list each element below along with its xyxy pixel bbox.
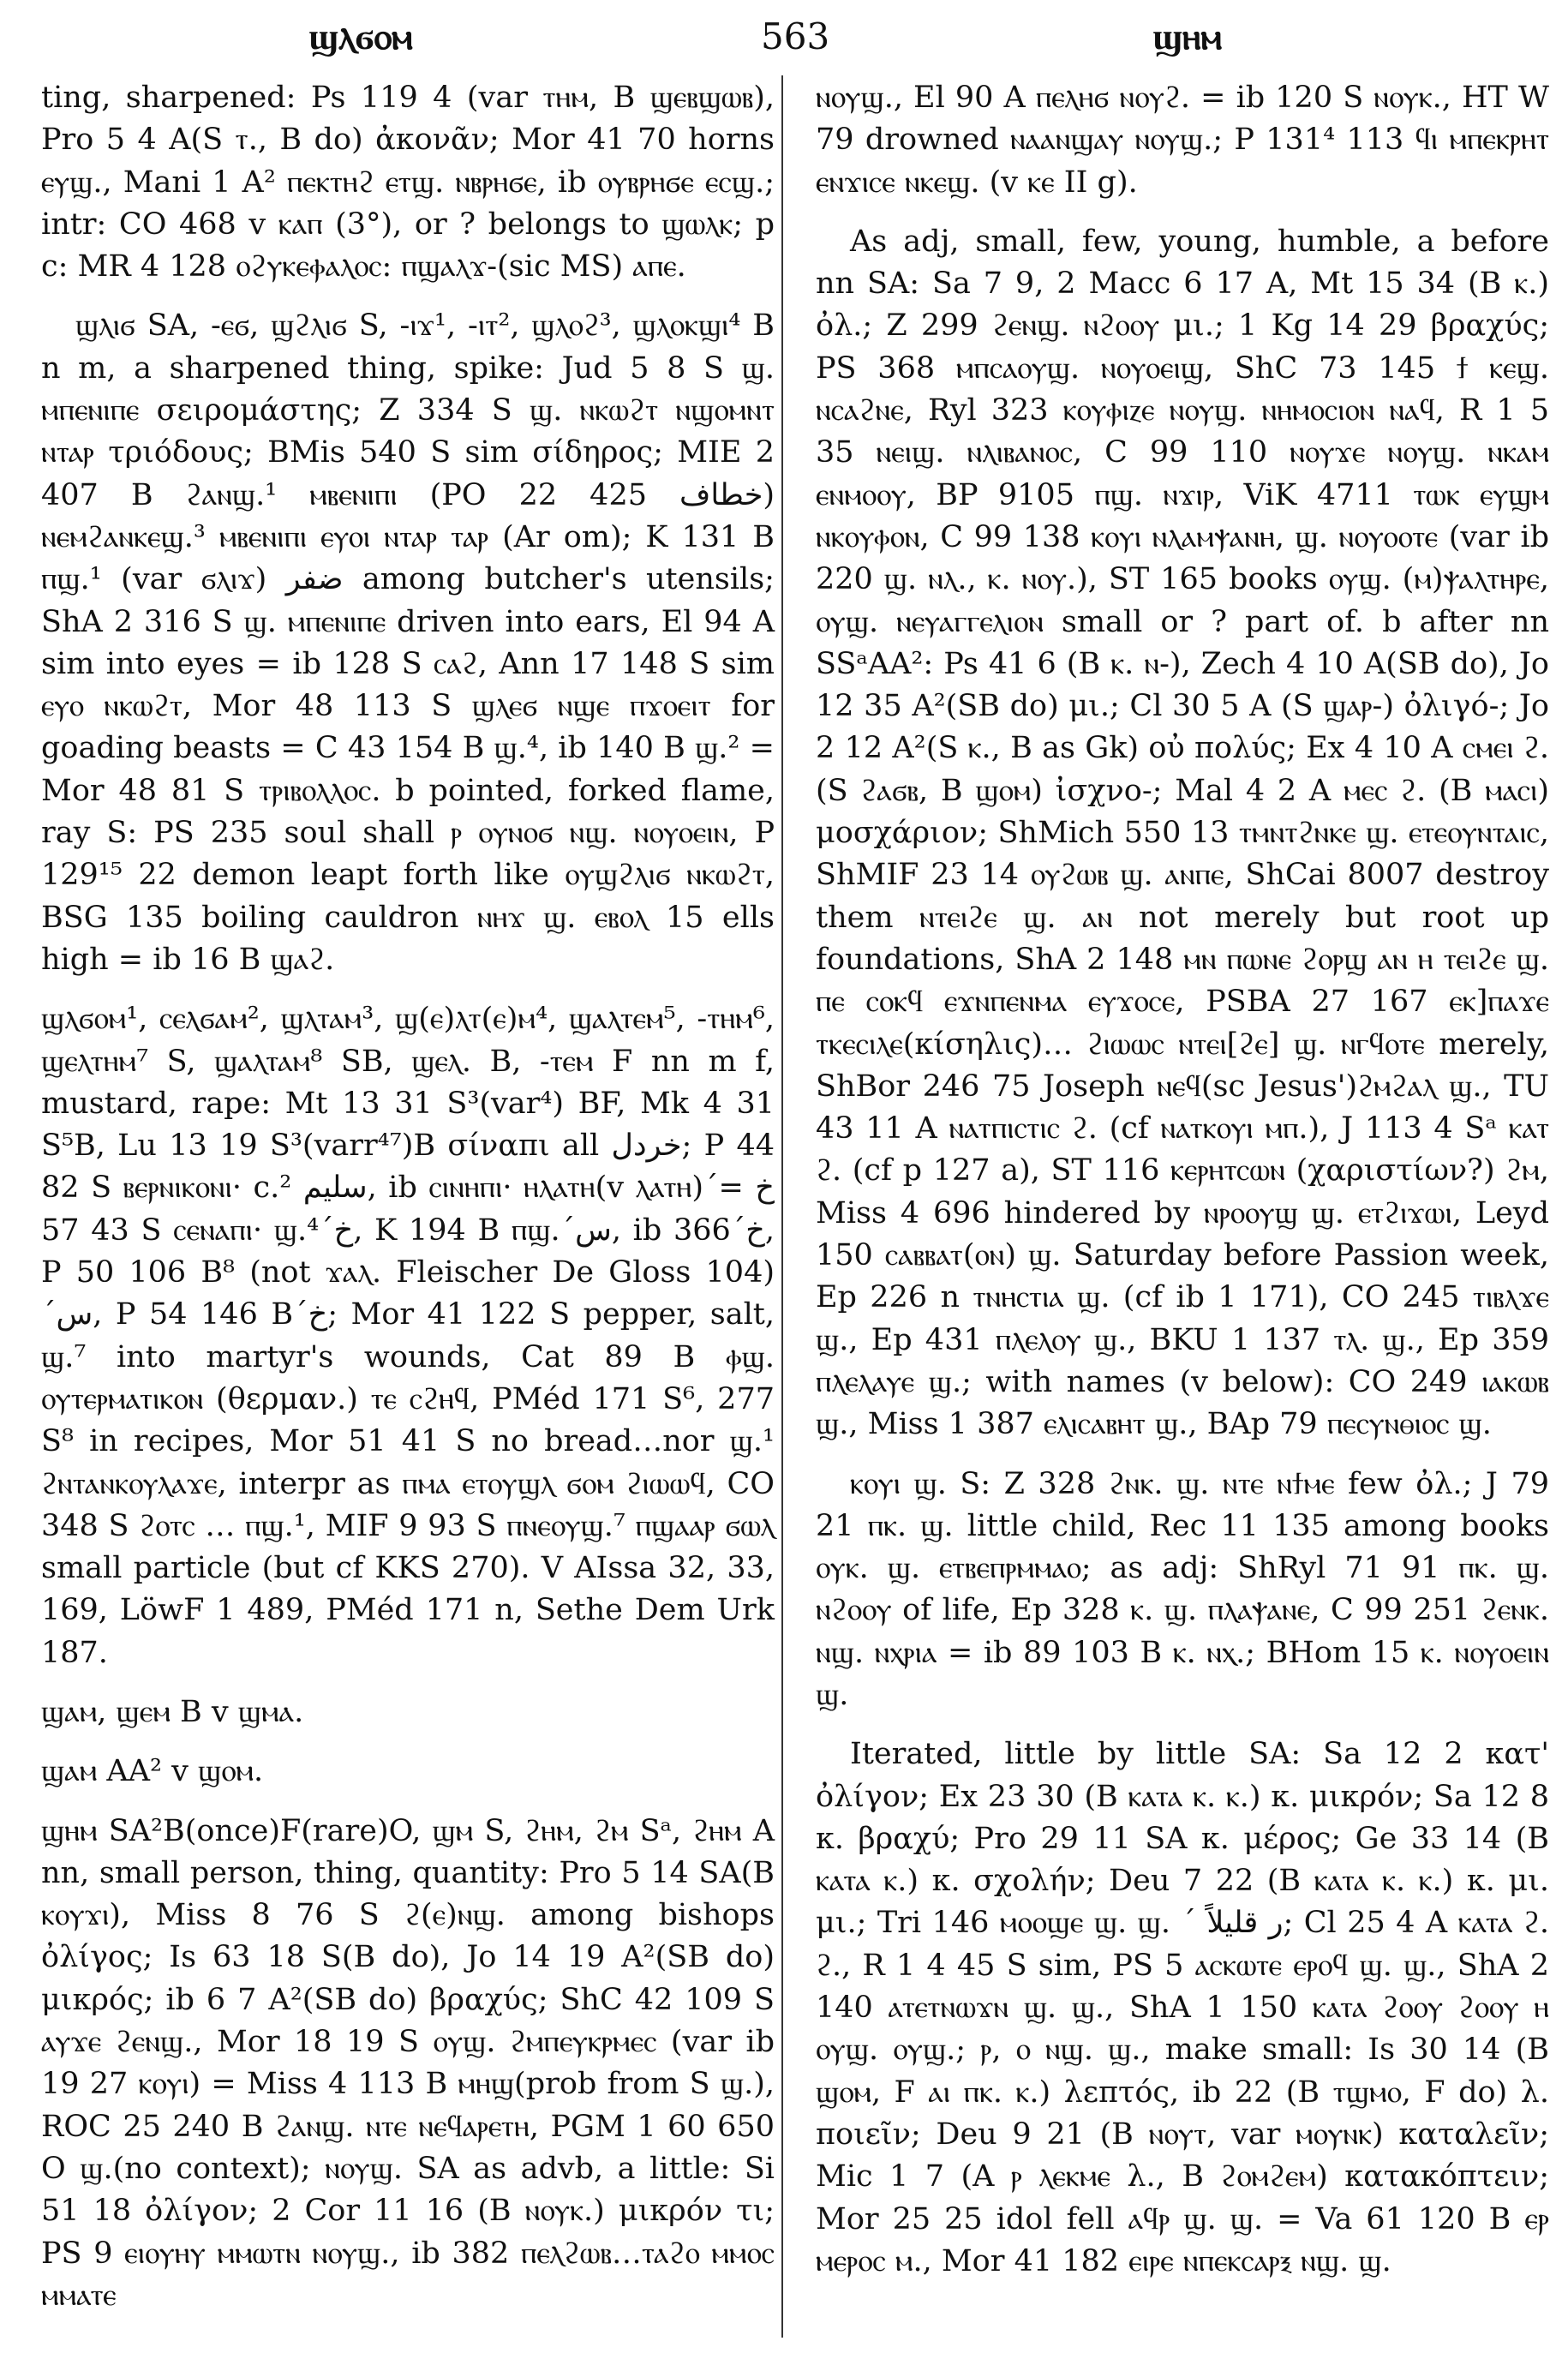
entry-continuation: ting, sharpened: Ps 119 4 (var ⲧⲏⲙ, B ϣⲉⲃϣⲱⲃ), Pro 5 4 A(S ⲧ., B do) ἀκονᾶν; Mor 41 70 horns ⲉⲩϣ., Mani 1 A² ⲡⲉⲕⲧⲏϩ ⲉⲧϣ. ⲛⲃⲣⲏϭⲉ, ib ⲟⲩⲃⲣⲏϭⲉ ⲉⲥϣ.; intr: CO 468 v ⲕⲁⲡ (3°), or ? belongs to ϣⲱⲗⲕ; p c: MR 4 128 ⲟϩⲩⲕⲉⲫⲁⲗⲟⲥ: ⲡϣⲁⲗϫ-(sic MS) ⲁⲡⲉ. [41, 81, 775, 284]
entry-shlij: ϣⲗⲓϭ SA, -ⲉϭ, ϣϩⲗⲓϭ S, -ⲓϫ¹, -ⲓⲧ², ϣⲗⲟϩ³, ϣⲗⲟⲕϣⲓ⁴ B n m, a sharpened thing, spike: Jud 5 8 S ϣ. ⲙⲡⲉⲛⲓⲡⲉ σειρομάστης; Z 334 S ϣ. ⲛⲕⲱϩⲧ ⲛϣⲟⲙⲛⲧ ⲛⲧⲁⲣ τριόδους; BMis 540 S sim σίδηρος; MIE 2 407 B ϩⲁⲛϣ.¹ ⲙⲃⲉⲛⲓⲡⲓ (PO 22 425 خطاف) ⲛⲉⲙϩⲁⲛⲕⲉϣ.³ ⲙⲃⲉⲛⲓⲡⲓ ⲉⲩⲟⲓ ⲛⲧⲁⲣ ⲧⲁⲣ (Ar om); K 131 B ⲡϣ.¹ (var ϭⲗⲓϫ) ضفر among butcher's utensils; ShA 2 316 S ϣ. ⲙⲡⲉⲛⲓⲡⲉ driven into ears, El 94 A sim into eyes = ib 128 S ⲥⲁϩ, Ann 17 148 S sim ⲉⲩⲟ ⲛⲕⲱϩⲧ, Mor 48 113 S ϣⲗⲉϭ ⲛϣⲉ ⲡϫⲟⲉⲓⲧ for goading beasts = C 43 154 B ϣ.⁴, ib 140 B ϣ.² = Mor 48 81 S ⲧⲣⲓⲃⲟⲗⲗⲟⲥ. b pointed, forked flame, ray S: PS 235 soul shall ⲣ ⲟⲩⲛⲟϭ ⲛϣ. ⲛⲟⲩⲟⲉⲓⲛ, P 129¹⁵ 22 demon leapt forth like ⲟⲩϣϩⲗⲓϭ ⲛⲕⲱϩⲧ, BSG 135 boiling cauldron ⲛⲏϫ ϣ. ⲉⲃⲟⲗ 15 ells high = ib 16 B ϣⲁϩ. [41, 308, 775, 977]
right-column [816, 77, 1549, 2300]
page-number: 563 [761, 15, 830, 57]
entry-iterated: Iterated, little by little SA: Sa 12 2 κατ' ὀλίγον; Ex 23 30 (B ⲕⲁⲧⲁ ⲕ. ⲕ.) κ. μικρόν; Sa 12 8 κ. βραχύ; Pro 29 11 SA κ. μέρος; Ge 33 14 (B ⲕⲁⲧⲁ ⲕ.) κ. σχολήν; Deu 7 22 (B ⲕⲁⲧⲁ ⲕ. ⲕ.) κ. μι. μι.; Tri 146 ⲙⲟⲟϣⲉ ϣ. ϣ. ´ ر قليلاً; Cl 25 4 A ⲕⲁⲧⲁ ϩ. ϩ., R 1 4 45 S sim, PS 5 ⲁⲥⲕⲱⲧⲉ ⲉⲣⲟϥ ϣ. ϣ., ShA 2 140 ⲁⲧⲉⲧⲛⲱϫⲛ ϣ. ϣ., ShA 1 150 ⲕⲁⲧⲁ ϩⲟⲟⲩ ϩⲟⲟⲩ ⲏ ⲟⲩϣ. ⲟⲩϣ.; ⲣ, ⲟ ⲛϣ. ϣ., make small: Is 30 14 (B ϣⲟⲙ, F ⲁⲓ ⲡⲕ. ⲕ.) λεπτός, ib 22 (B ⲧϣⲙⲟ, F do) λ. ποιεῖν; Deu 9 21 (B ⲛⲟⲩⲧ, var ⲙⲟⲩⲛⲕ) καταλεῖν; Mic 1 7 (A ⲣ ⲗⲉⲕⲙⲉ λ., B ϩⲟⲙϩⲉⲙ) κατακόπτειν; Mor 25 25 idol fell ⲁϥⲣ ϣ. ϣ. = Va 61 120 B ⲉⲣ ⲙⲉⲣⲟⲥ ⲙ., Mor 41 182 ⲉⲓⲣⲉ ⲛⲡⲉⲕⲥⲁⲣⲝ ⲛϣ. ϣ. [816, 1737, 1549, 2278]
entry-as-adj: As adj, small, few, young, humble, a before nn SA: Sa 7 9, 2 Macc 6 17 A, Mt 15 34 (B ⲕ.) ὀλ.; Z 299 ϩⲉⲛϣ. ⲛϩⲟⲟⲩ μι.; 1 Kg 14 29 βραχύς; PS 368 ⲙⲡⲥⲁⲟⲩϣ. ⲛⲟⲩⲟⲉⲓϣ, ShC 73 145 ϯ ⲕⲉϣ. ⲛⲥⲁϩⲛⲉ, Ryl 323 ⲕⲟⲩⲫⲓⲍⲉ ⲛⲟⲩϣ. ⲛⲏⲙⲟⲥⲓⲟⲛ ⲛⲁϥ, R 1 5 35 ⲛⲉⲓϣ. ⲛⲗⲓⲃⲁⲛⲟⲥ, C 99 110 ⲛⲟⲩϫⲉ ⲛⲟⲩϣ. ⲛⲕⲁⲙ ⲉⲛⲙⲟⲟⲩ, BP 9105 ⲡϣ. ⲛϫⲓⲣ, ViK 4711 ⲧⲱⲕ ⲉⲩϣⲙ ⲛⲕⲟⲩⲫⲟⲛ, C 99 138 ⲕⲟⲩⲓ ⲛⲗⲁⲙⲯⲁⲛⲏ, ϣ. ⲛⲟⲩⲟⲟⲧⲉ (var ib 220 ϣ. ⲛⲗ., ⲕ. ⲛⲟⲩ.), ST 165 books ⲟⲩϣ. (ⲙ)ⲯⲁⲗⲧⲏⲣⲉ, ⲟⲩϣ. ⲛⲉⲩⲁⲅⲅⲉⲗⲓⲟⲛ small or ? part of. b after nn SSᵃAA²: Ps 41 6 (B ⲕ. ⲛ-), Zech 4 10 A(SB do), Jo 12 35 A²(SB do) μι.; Cl 30 5 A (S ϣⲁⲣ-) ὀλιγό-; Jo 2 12 A²(S ⲕ., B as Gk) οὐ πολύς; Ex 4 10 A ⲥⲙⲉⲓ ϩ. (S ϩⲁϭⲃ, B ϣⲟⲙ) ἰσχνο-; Mal 4 2 A ⲙⲉⲥ ϩ. (B ⲙⲁⲥⲓ) μοσχάριον; ShMich 550 13 ⲧⲙⲛⲧϩⲛⲕⲉ ϣ. ⲉⲧⲉⲟⲩⲛⲧⲁⲓⲥ, ShMIF 23 14 ⲟⲩϩⲱⲃ ϣ. ⲁⲛⲡⲉ, ShCai 8007 destroy them ⲛⲧⲉⲓϩⲉ ϣ. ⲁⲛ not merely but root up foundations, ShA 2 148 ⲙⲛ ⲡⲱⲛⲉ ϩⲟⲣϣ ⲁⲛ ⲏ ⲧⲉⲓϩⲉ ϣ. ⲡⲉ ⲥⲟⲕϥ ⲉϫⲛⲡⲉⲛⲙⲁ ⲉⲩϫⲟⲥⲉ, PSBA 27 167 ⲉⲕ]ⲡⲁϫⲉ ⲧⲕⲉⲥⲓⲗⲉ(κίσηλις)… ϩⲓⲱⲱⲥ ⲛⲧⲉⲓ[ϩⲉ] ϣ. ⲛⲅϥⲟⲧⲉ merely, ShBor 246 75 Joseph ⲛⲉϥ(sc Jesus')ϩⲙϩⲁⲗ ϣ., TU 43 11 A ⲛⲁⲧⲡⲓⲥⲧⲓⲥ ϩ. (cf ⲛⲁⲧⲕⲟⲩⲓ ⲙⲡ.), J 113 4 Sᵃ ⲕⲁⲧ ϩ. (cf p 127 a), ST 116 ⲕⲉⲣⲏⲧⲥⲱⲛ (χαριστίων?) ϩⲙ, Miss 4 696 hindered by ⲛⲣⲟⲟⲩϣ ϣ. ⲉⲧϩⲓϫⲱⲓ, Leyd 150 ⲥⲁⲃⲃⲁⲧ(ⲟⲛ) ϣ. Saturday before Passion week, Ep 226 n ⲧⲛⲏⲥⲧⲓⲁ ϣ. (cf ib 1 171), CO 245 ⲧⲓⲃⲗϫⲉ ϣ., Ep 431 ⲡⲗⲉⲗⲟⲩ ϣ., BKU 1 137 ⲧⲗ. ϣ., Ep 359 ⲡⲗⲉⲗⲁⲩⲉ ϣ.; with names (v below): CO 249 ⲓⲁⲕⲱⲃ ϣ., Miss 1 387 ⲉⲗⲓⲥⲁⲃⲏⲧ ϣ., BAp 79 ⲡⲉⲥⲩⲛⲑⲓⲟⲥ ϣ. [816, 224, 1549, 1442]
right-headword: ϣⲏⲙ [1152, 15, 1223, 57]
entry-koui-shem: ⲕⲟⲩⲓ ϣ. S: Z 328 ϩⲛⲕ. ϣ. ⲛⲧⲉ ⲛϯⲙⲉ few ὀλ.; J 79 21 ⲡⲕ. ϣ. little child, Rec 11 135 among books ⲟⲩⲕ. ϣ. ⲉⲧⲃⲉⲡⲣⲙⲙⲁⲟ; as adj: ShRyl 71 91 ⲡⲕ. ϣ. ⲛϩⲟⲟⲩ of life, Ep 328 ⲕ. ϣ. ⲡⲗⲁⲯⲁⲛⲉ, C 99 251 ϩⲉⲛⲕ. ⲛϣ. ⲛⲭⲣⲓⲁ = ib 89 103 B ⲕ. ⲛⲭ.; BHom 15 ⲕ. ⲛⲟⲩⲟⲉⲓⲛ ϣ. [816, 1466, 1549, 1712]
column-divider [781, 75, 783, 2338]
entry-continuation-right: ⲛⲟⲩϣ., El 90 A ⲡⲉⲗⲏϭ ⲛⲟⲩϩ. = ib 120 S ⲛⲟⲩⲕ., HT W 79 drowned ⲛⲁⲁⲛϣⲁⲩ ⲛⲟⲩϣ.; P 131⁴ 113 ϥⲓ ⲙⲡⲉⲕⲣⲏⲧ ⲉⲛϫⲓⲥⲉ ⲛⲕⲉϣ. (v ⲕⲉ II g). [816, 81, 1549, 200]
left-column [41, 77, 775, 2334]
entry-shljom: ϣⲗϭⲟⲙ¹, ⲥⲉⲗϭⲁⲙ², ϣⲗⲧⲁⲙ³, ϣ(ⲉ)ⲗⲧ(ⲉ)ⲙ⁴, ϣⲁⲗⲧⲉⲙ⁵, -ⲧⲏⲙ⁶, ϣⲉⲗⲧⲏⲙ⁷ S, ϣⲁⲗⲧⲁⲙ⁸ SB, ϣⲉⲗ. B, -ⲧⲉⲙ F nn m f, mustard, rape: Mt 13 31 S³(var⁴) BF, Mk 4 31 S⁵B, Lu 13 19 S³(varr⁴⁷)B σίναπι all خردل; P 44 82 S ⲃⲉⲣⲛⲓⲕⲟⲛⲓ· c.² سليم, ib ⲥⲓⲛⲏⲡⲓ· ⲏⲗⲁⲧⲏ(v ⲗⲁⲧⲏ)´خ = 43 57 S ⲥⲉⲛⲁⲡⲓ· ϣ.⁴´خ, K 194 B ⲡϣ.´س, ib 366´خ, P 50 106 B⁸ (not ϫⲁⲗ. Fleischer De Gloss 104)´س, P 54 146 B´خ; Mor 41 122 S pepper, salt, ϣ.⁷ into martyr's wounds, Cat 89 B ⲫϣ. ⲟⲩⲧⲉⲣⲙⲁⲧⲓⲕⲟⲛ (θερμαν.) ⲧⲉ ⲥϩⲏϥ, PMéd 171 S⁶, 277 S⁸ in recipes, Mor 51 41 S no bread…nor ϣ.¹ ϩⲛⲧⲁⲛⲕⲟⲩⲗⲁϫⲉ, interpr as ⲡⲙⲁ ⲉⲧⲟⲩϣⲗ ϭⲟⲙ ϩⲓⲱⲱϥ, CO 348 S ϩⲟⲧⲥ … ⲡϣ.¹, MIF 9 93 S ⲡⲛⲉⲟⲩϣ.⁷ ⲡϣⲁⲁⲣ ϭⲱⲗ small particle (but cf KKS 270). V AIssa 32, 33, 169, LöwF 1 489, PMéd 171 n, Sethe Dem Urk 187. [41, 1002, 775, 1670]
left-headword: ϣⲗϭⲟⲙ [308, 15, 413, 57]
entry-sham: ϣⲁⲙ, ϣⲉⲙ B v ϣⲙⲁ. [41, 1694, 304, 1729]
entry-shem: ϣⲏⲙ SA²B(once)F(rare)O, ϣⲙ S, ϩⲏⲙ, ϩⲙ Sᵃ, ϩⲏⲙ A nn, small person, thing, quantity: Pro 5 14 SA(B ⲕⲟⲩϫⲓ), Miss 8 76 S ϩ(ⲉ)ⲛϣ. among bishops ὀλίγος; Is 63 18 S(B do), Jo 14 19 A²(SB do) μικρός; ib 6 7 A²(SB do) βραχύς; ShC 42 109 S ⲁⲩϫⲉ ϩⲉⲛϣ., Mor 18 19 S ⲟⲩϣ. ϩⲙⲡⲉⲩⲕⲣⲙⲉⲥ (var ib 19 27 ⲕⲟⲩⲓ) = Miss 4 113 B ⲙⲏϣ(prob from S ϣ.), ROC 25 240 B ϩⲁⲛϣ. ⲛⲧⲉ ⲛⲉϥⲁⲣⲉⲧⲏ, PGM 1 60 650 O ϣ.(no context); ⲛⲟⲩϣ. SA as advb, a little: Si 51 18 ὀλίγον; 2 Cor 11 16 (B ⲛⲟⲩⲕ.) μικρόν τι; PS 9 ⲉⲓⲟⲩⲏⲩ ⲙⲙⲱⲧⲛ ⲛⲟⲩϣ., ib 382 ⲡⲉⲗϩⲱⲃ…ⲧⲁϩⲟ ⲙⲙⲟⲥ ⲙⲙⲁⲧⲉ [41, 1813, 775, 2313]
running-head [0, 15, 1568, 67]
entry-sham-a: ϣⲁⲙ AA² v ϣⲟⲙ. [41, 1754, 264, 1789]
